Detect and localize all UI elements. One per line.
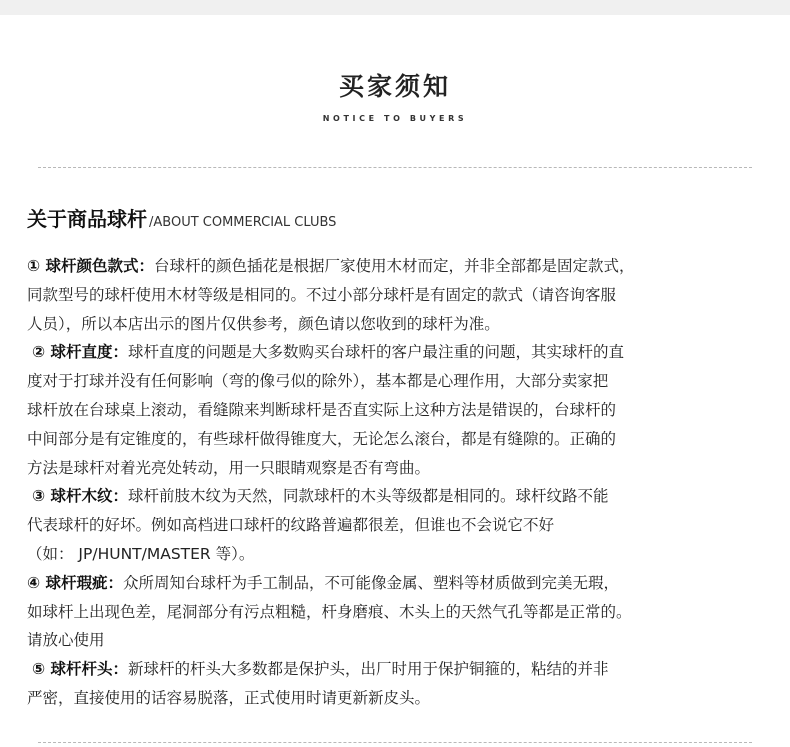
bottom-divider (38, 742, 752, 743)
page-subtitle: NOTICE TO BUYERS (322, 114, 468, 123)
item-3-line-1 (27, 482, 777, 511)
item-3-text: 球杆前肢木纹为天然，同款球杆的木头等级都是相同的。球杆纹路不能 (128, 487, 609, 506)
item-3-line-3: （如： JP/HUNT/MASTER 等）。 (27, 544, 255, 563)
section-title-en: /ABOUT COMMERCIAL CLUBS (149, 215, 337, 230)
item-2-line-2: 度对于打球并没有任何影响（弯的像弓似的除外），基本都是心理作用，大部分卖家把 (27, 372, 609, 391)
item-2-line-1 (27, 338, 777, 367)
section-heading (27, 203, 336, 232)
item-1-label: ① 球杆颜色款式： (27, 257, 155, 275)
item-2-text: 球杆直度的问题是大多数购买台球杆的客户最注重的问题，其实球杆的直 (128, 343, 625, 362)
item-4-text: 众所周知台球杆为手工制品，不可能像金属、塑料等材质做到完美无瑕， (123, 573, 620, 592)
item-4-label: ④ 球杆瑕疵： (27, 573, 124, 592)
item-2-line-5: 方法是球杆对着光亮处转动，用一只眼睛观察是否有弯曲。 (27, 458, 431, 477)
item-2-label: ② 球杆直度： (32, 343, 129, 362)
item-1-line-1 (27, 252, 777, 281)
item-1-line-3: 人员），所以本店出示的图片仅供参考，颜色请以您收到的球杆为准。 (27, 314, 500, 333)
item-2-line-4: 中间部分是有定锥度的，有些球杆做得锥度大，无论怎么滚台，都是有缝隙的。正确的 (27, 429, 617, 448)
section-title: 关于商品球杆 (27, 207, 147, 231)
top-divider (38, 167, 752, 168)
item-1-line-2: 同款型号的球杆使用木材等级是相同的。不过小部分球杆是有固定的款式（请咨询客服 (27, 285, 617, 304)
item-5-label: ⑤ 球杆杆头： (32, 660, 129, 679)
item-2-line-3: 球杆放在台球桌上滚动，看缝隙来判断球杆是否直实际上这种方法是错误的，台球杆的 (27, 400, 617, 419)
item-4-line-1 (27, 569, 777, 598)
notice-content (27, 252, 777, 713)
item-4-line-2: 如球杆上出现色差，尾洞部分有污点粗糙，杆身磨痕、木头上的天然气孔等都是正常的。 (27, 602, 632, 621)
page-title: 买家须知 (338, 72, 451, 101)
item-1-text: 台球杆的颜色插花是根据厂家使用木材而定，并非全部都是固定款式， (154, 257, 635, 275)
item-5-line-1 (27, 655, 777, 684)
item-5-line-2: 严密，直接使用的话容易脱落，正式使用时请更新新皮头。 (27, 688, 431, 707)
item-4-line-3: 请放心使用 (27, 631, 105, 650)
item-3-line-2: 代表球杆的好坏。例如高档进口球杆的纹路普遍都很差，但谁也不会说它不好 (27, 516, 555, 535)
item-5-text: 新球杆的杆头大多数都是保护头，出厂时用于保护铜箍的，粘结的并非 (128, 660, 609, 679)
item-3-label: ③ 球杆木纹： (32, 487, 129, 506)
